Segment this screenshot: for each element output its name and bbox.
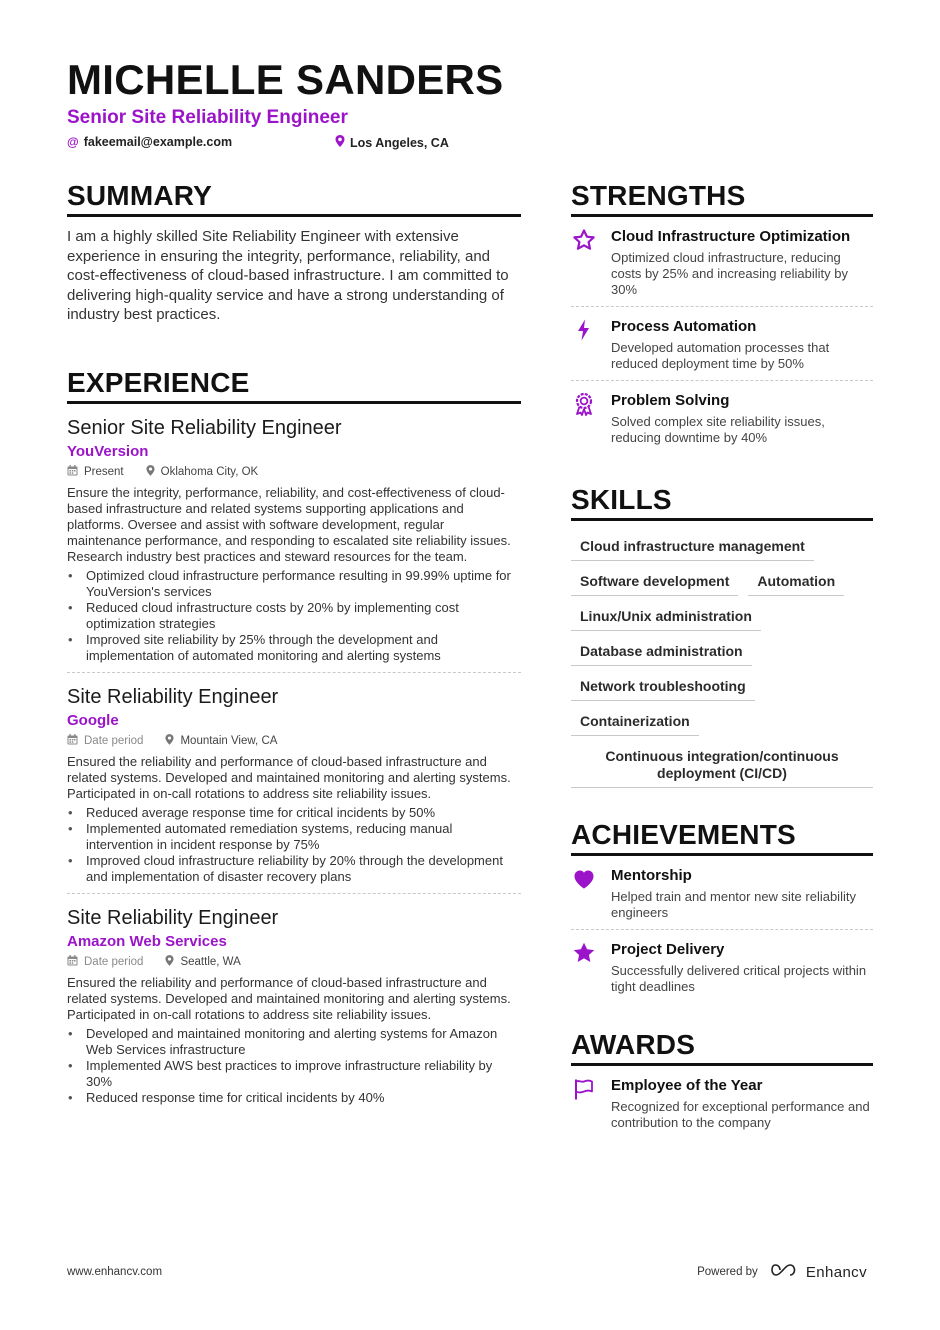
achievement-title: Mentorship: [611, 867, 692, 884]
job-description: Ensured the reliability and performance of cloud-based infrastructure and related systems. Developed and maintained monitoring and alerting systems. Participated in on-call rotations to address site reliability issues.: [67, 974, 511, 1022]
job-company: Google: [67, 711, 119, 729]
job-company: Amazon Web Services: [67, 932, 227, 950]
list-item: • Implemented automated remediation systems, reducing manual intervention in incident response by 75%: [67, 821, 521, 853]
experience-section: [67, 367, 521, 1114]
list-item: • Optimized cloud infrastructure performance resulting in 99.99% uptime for YouVersion's services: [67, 568, 521, 600]
job-location: Seattle, WA: [165, 955, 240, 970]
skill-tag: Software development: [571, 564, 738, 596]
flag-icon: [571, 1076, 597, 1131]
brand-name: Enhancv: [805, 1263, 867, 1281]
job-period: Date period: [67, 955, 143, 970]
job-achievements: [67, 805, 521, 885]
job-description: Ensure the integrity, performance, reliability, and cost-effectiveness of cloud-based infrastructure and related systems supporting applications and platforms. Oversee and assist with software development, regular maintenance performance, and responding to escalated site reliability issues. Research industry best practices and steward resources for the team.: [67, 484, 511, 564]
experience-item: [67, 673, 521, 894]
skill-tag: Linux/Unix administration: [571, 599, 761, 631]
strength-item: [571, 381, 873, 454]
calendar-icon: [67, 465, 78, 480]
awards-section: [571, 1029, 873, 1139]
achievements-heading: ACHIEVEMENTS: [571, 819, 873, 856]
powered-by-label: Powered by: [697, 1266, 758, 1278]
strength-title: Problem Solving: [611, 392, 730, 409]
skill-tag: Database administration: [571, 634, 752, 666]
job-period: Present: [67, 465, 124, 480]
strength-item: [571, 307, 873, 381]
list-item: • Improved site reliability by 25% through the development and implementation of automated monitoring and alerting systems: [67, 632, 521, 664]
list-item: • Reduced response time for critical incidents by 40%: [67, 1090, 521, 1106]
job-meta: [67, 955, 521, 970]
left-column: [67, 180, 521, 1114]
summary-text: I am a highly skilled Site Reliability Engineer with extensive experience in ensuring the integrity, performance, reliability, and cost-effectiveness of cloud-based infrastructure. I am committed to delivering high-quality service and have a strong understanding of industry best practices.: [67, 228, 509, 323]
achievement-description: Helped train and mentor new site reliability engineers: [611, 889, 856, 920]
strength-description: Optimized cloud infrastructure, reducing costs by 25% and increasing reliability by 30%: [611, 250, 849, 297]
map-pin-icon: [165, 955, 174, 970]
achievement-item: [571, 930, 873, 1003]
list-item: • Reduced cloud infrastructure costs by 20% by implementing cost optimization strategies: [67, 600, 521, 632]
skill-tag: Automation: [748, 564, 844, 596]
at-icon: @: [67, 135, 79, 149]
experience-item: [67, 404, 521, 673]
strengths-heading: STRENGTHS: [571, 180, 873, 217]
right-column: [571, 180, 873, 1139]
strength-title: Cloud Infrastructure Optimization: [611, 228, 851, 245]
skill-tag: Continuous integration/continuous deployment (CI/CD): [571, 739, 873, 788]
list-item: • Improved cloud infrastructure reliability by 20% through the development and implementation of disaster recovery plans: [67, 853, 521, 885]
award-description: Recognized for exceptional performance and contribution to the company: [611, 1099, 870, 1130]
email-text[interactable]: fakeemail@example.com: [83, 135, 233, 149]
award-title: Employee of the Year: [611, 1077, 763, 1094]
list-item: • Implemented AWS best practices to improve infrastructure reliability by 30%: [67, 1058, 521, 1090]
job-location: Mountain View, CA: [165, 734, 277, 749]
footer-branding: [697, 1263, 867, 1281]
heart-icon: [571, 866, 597, 921]
achievement-item: [571, 856, 873, 930]
contact-info: [67, 135, 877, 153]
list-item: • Reduced average response time for critical incidents by 50%: [67, 805, 521, 821]
job-role: Senior Site Reliability Engineer: [67, 416, 342, 439]
map-pin-icon: [146, 465, 155, 480]
job-location: Oklahoma City, OK: [146, 465, 259, 480]
strength-description: Developed automation processes that reduced deployment time by 50%: [611, 340, 830, 371]
job-role: Site Reliability Engineer: [67, 685, 279, 708]
enhancv-logo[interactable]: [770, 1263, 867, 1281]
job-role: Site Reliability Engineer: [67, 906, 279, 929]
job-period: Date period: [67, 734, 143, 749]
location-contact: [335, 135, 449, 150]
calendar-icon: [67, 955, 78, 970]
skills-list: [571, 521, 873, 791]
star-filled-icon: [571, 940, 597, 995]
experience-item: [67, 894, 521, 1114]
achievement-description: Successfully delivered critical projects within tight deadlines: [611, 963, 867, 994]
resume-header: [67, 58, 877, 153]
enhancv-logo-icon: [770, 1263, 800, 1281]
job-description: Ensured the reliability and performance of cloud-based infrastructure and related systems. Developed and maintained monitoring and alerting systems. Participated in on-call rotations to address site reliability issues.: [67, 753, 511, 801]
job-meta: [67, 734, 521, 749]
summary-section: [67, 180, 521, 325]
candidate-title: Senior Site Reliability Engineer: [67, 107, 348, 128]
strengths-section: [571, 180, 873, 454]
skills-section: [571, 484, 873, 791]
job-company: YouVersion: [67, 442, 149, 460]
award-ribbon-icon: [571, 391, 597, 446]
skill-tag: Network troubleshooting: [571, 669, 755, 701]
map-pin-icon: [335, 135, 345, 150]
summary-heading: SUMMARY: [67, 180, 521, 217]
star-outline-icon: [571, 227, 597, 298]
map-pin-icon: [165, 734, 174, 749]
list-item: • Developed and maintained monitoring and alerting systems for Amazon Web Services infrastructure: [67, 1026, 521, 1058]
strength-item: [571, 217, 873, 307]
location-text: Los Angeles, CA: [350, 135, 449, 150]
awards-heading: AWARDS: [571, 1029, 873, 1066]
calendar-icon: [67, 734, 78, 749]
job-achievements: [67, 1026, 521, 1106]
job-meta: [67, 465, 521, 480]
strength-title: Process Automation: [611, 318, 757, 335]
candidate-name: MICHELLE SANDERS: [67, 56, 504, 103]
lightning-bolt-icon: [571, 317, 597, 372]
achievement-title: Project Delivery: [611, 941, 725, 958]
skills-heading: SKILLS: [571, 484, 873, 521]
skill-tag: Containerization: [571, 704, 699, 736]
strength-description: Solved complex site reliability issues, reducing downtime by 40%: [611, 414, 825, 445]
achievements-section: [571, 819, 873, 1003]
experience-heading: EXPERIENCE: [67, 367, 521, 404]
email-contact[interactable]: [67, 135, 232, 149]
job-achievements: [67, 568, 521, 664]
footer-website-link[interactable]: www.enhancv.com: [67, 1266, 163, 1278]
skill-tag: Cloud infrastructure management: [571, 529, 814, 561]
award-item: [571, 1066, 873, 1139]
